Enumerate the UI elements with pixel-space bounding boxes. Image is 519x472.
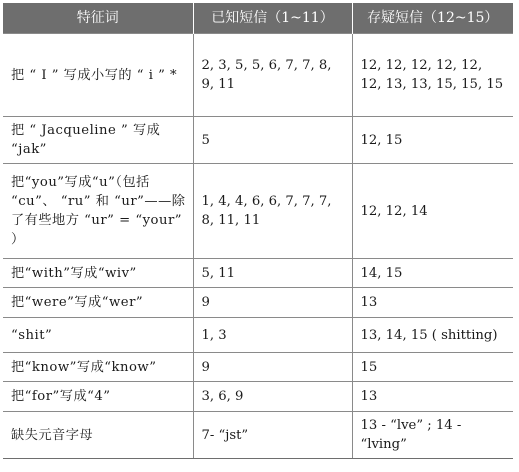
cell-suspect: 13 - “lve” ; 14 - “lving” (352, 412, 513, 459)
cell-suspect: 15 (352, 353, 513, 382)
cell-suspect: 12, 12, 14 (352, 164, 513, 259)
table-row (3, 412, 513, 459)
cell-known: 2, 3, 5, 5, 6, 7, 7, 8, 9, 11 (193, 34, 352, 117)
cell-feature: 把“know”写成“know” (3, 353, 193, 382)
cell-feature: 把“for”写成“4” (3, 382, 193, 412)
feature-table (3, 3, 513, 459)
cell-known: 5 (193, 117, 352, 164)
table-row (3, 117, 513, 164)
table-row (3, 288, 513, 318)
table-row (3, 382, 513, 412)
table-row (3, 34, 513, 117)
cell-suspect: 13 (352, 288, 513, 318)
table-row (3, 318, 513, 353)
cell-suspect: 12, 12, 12, 12, 12, 12, 13, 13, 15, 15, 15 (352, 34, 513, 117)
cell-feature: “shit” (3, 318, 193, 353)
cell-suspect: 12, 15 (352, 117, 513, 164)
feature-table-container (3, 3, 513, 459)
cell-feature: 缺失元音字母 (3, 412, 193, 459)
cell-feature: 把“with”写成“wiv” (3, 259, 193, 288)
cell-known: 9 (193, 353, 352, 382)
header-known: 已知短信（1~11） (193, 3, 352, 34)
table-row (3, 259, 513, 288)
cell-suspect: 13 (352, 382, 513, 412)
table-body (3, 34, 513, 459)
cell-feature: 把“were”写成“wer” (3, 288, 193, 318)
cell-known: 9 (193, 288, 352, 318)
cell-feature: 把 “ Jacqueline ” 写成 “jak” (3, 117, 193, 164)
cell-suspect: 14, 15 (352, 259, 513, 288)
cell-known: 1, 4, 4, 6, 6, 7, 7, 7, 8, 11, 11 (193, 164, 352, 259)
header-feature: 特征词 (3, 3, 193, 34)
header-row (3, 3, 513, 34)
cell-known: 7- “jst” (193, 412, 352, 459)
header-suspect: 存疑短信（12~15） (352, 3, 513, 34)
table-row (3, 164, 513, 259)
cell-known: 1, 3 (193, 318, 352, 353)
cell-suspect: 13, 14, 15 ( shitting) (352, 318, 513, 353)
cell-known: 5, 11 (193, 259, 352, 288)
table-header (3, 3, 513, 34)
table-row (3, 353, 513, 382)
cell-feature: 把 “ I ” 写成小写的 “ i ” * (3, 34, 193, 117)
cell-known: 3, 6, 9 (193, 382, 352, 412)
cell-feature: 把“you”写成“u”（包括 “cu”、 “ru” 和 “ur”——除了有些地方 “ur” = “your” ） (3, 164, 193, 259)
